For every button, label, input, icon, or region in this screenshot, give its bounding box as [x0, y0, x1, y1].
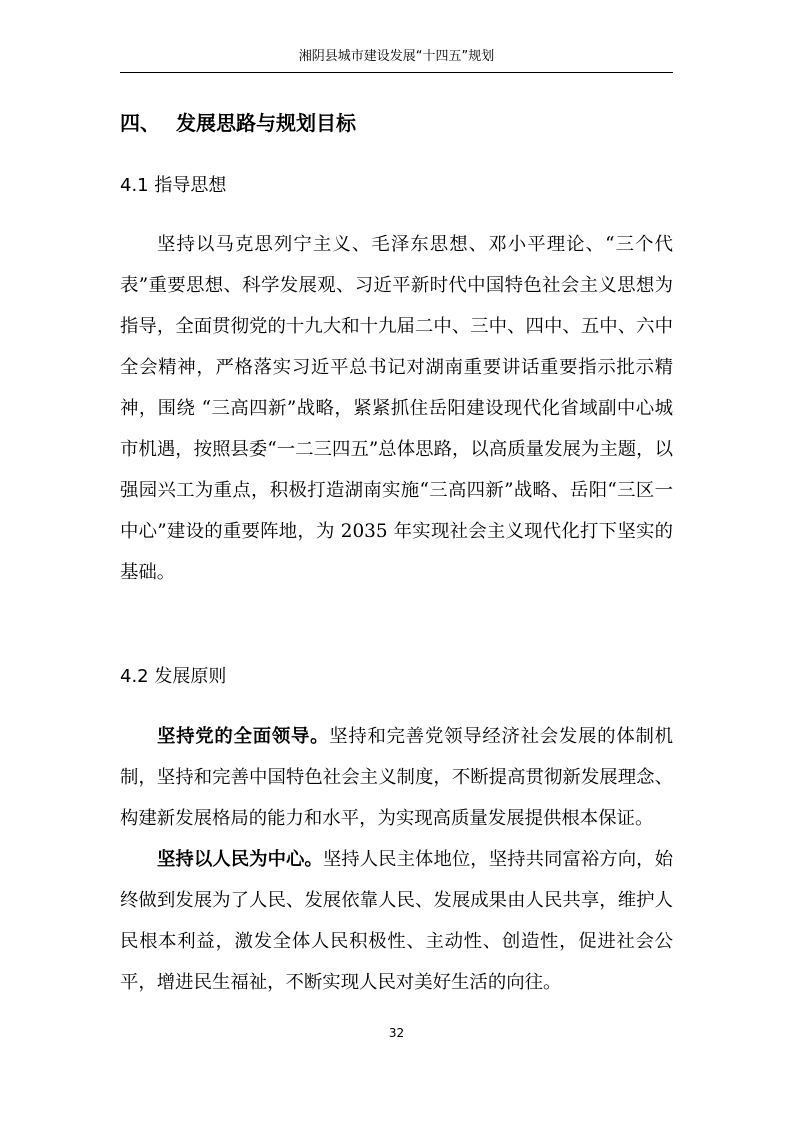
principle-text: 坚持和完善党领导经济社会发展的体制机制，坚持和完善中国特色社会主义制度，不断提高贯彻新发展理念、构建新发展格局的能力和水平，为实现高质量发展提供根本保证。 [120, 726, 673, 829]
section-heading-guiding-ideology: 4.1 指导思想 [120, 175, 227, 196]
guiding-ideology-paragraph: 坚持以马克思列宁主义、毛泽东思想、邓小平理论、“三个代表”重要思想、科学发展观、习近平新时代中国特色社会主义思想为指导，全面贯彻党的十九大和十九届二中、三中、四中、五中、六中全会精神，严格落实习近平总书记对湖南重要讲话重要指示批示精神，围绕 “三高四新”战略，紧紧抓住岳阳建设现代化省域副中心城市机遇，按照县委“一二三四五”总体思路，以高质量发展为主题，以强园兴工为重点，积极打造湖南实施“三高四新”战略、岳阳“三区一中心”建设的重要阵地，为 2035 年实现社会主义现代化打下坚实的基础。 [120, 234, 673, 583]
principle-paragraph [120, 839, 673, 1003]
chapter-title-text: 发展思路与规划目标 [176, 111, 356, 135]
principle-text: 坚持人民主体地位，坚持共同富裕方向，始终做到发展为了人民、发展依靠人民、发展成果由人民共享，维护人民根本利益，激发全体人民积极性、主动性、创造性，促进社会公平，增进民生福祉，不断实现人民对美好生活的向往。 [120, 849, 673, 993]
header-rule [120, 72, 673, 73]
chapter-number: 四、 [120, 111, 160, 135]
chapter-title [120, 108, 356, 138]
section-heading-development-principles: 4.2 发展原则 [120, 666, 227, 687]
principle-lead: 坚持以人民为中心。 [157, 849, 323, 870]
running-header: 湘阴县城市建设发展“十四五”规划 [298, 49, 495, 64]
principle-lead: 坚持党的全面领导。 [157, 726, 330, 747]
principle-paragraph [120, 716, 673, 839]
page-number: 32 [388, 1026, 405, 1040]
